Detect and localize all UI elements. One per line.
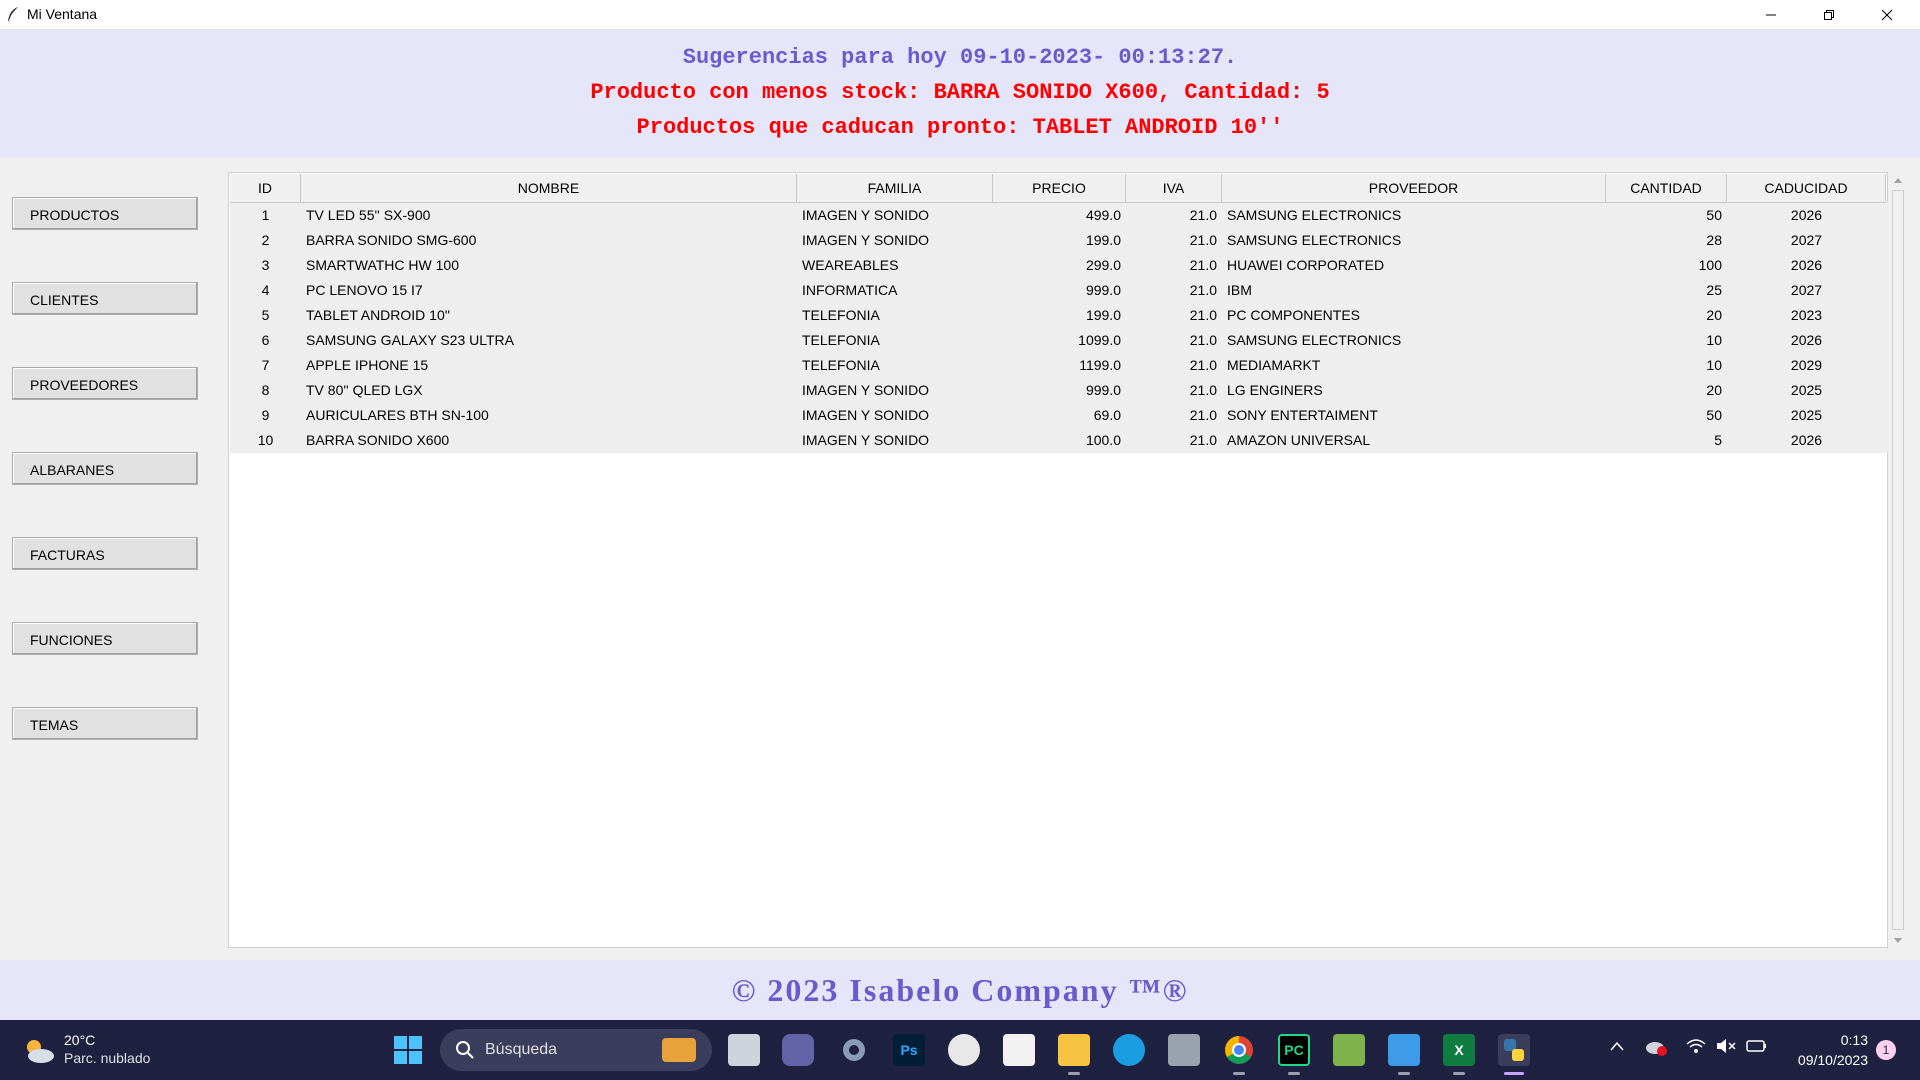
cell-proveedor: LG ENGINERS (1227, 382, 1323, 398)
feather-icon (6, 6, 20, 22)
edge-browser-icon[interactable] (1113, 1034, 1145, 1066)
battery-charging-icon (1746, 1038, 1768, 1054)
cell-precio: 999.0 (1085, 382, 1121, 398)
cell-nombre: APPLE IPHONE 15 (306, 357, 429, 373)
footer (0, 960, 1920, 1020)
close-button[interactable] (1858, 0, 1916, 29)
database-icon[interactable] (1168, 1034, 1200, 1066)
cell-id: 4 (261, 282, 270, 298)
suggestions-header (0, 30, 1920, 158)
cell-caducidad: 2027 (1790, 282, 1823, 298)
cell-caducidad: 2025 (1790, 382, 1823, 398)
taskbar-search[interactable] (440, 1029, 712, 1071)
clientes-button[interactable]: CLIENTES (12, 282, 198, 315)
minimize-button[interactable] (1742, 0, 1800, 29)
column-header-id[interactable]: ID (230, 174, 301, 203)
cell-iva: 21.0 (1189, 332, 1217, 348)
cell-iva: 21.0 (1189, 307, 1217, 323)
settings-gear-icon[interactable] (838, 1034, 870, 1066)
windows-logo-icon (394, 1036, 422, 1064)
search-highlight-icon (662, 1038, 696, 1062)
low-stock-line: Producto con menos stock: BARRA SONIDO X600, Cantidad: 5 (590, 80, 1330, 105)
taskbar (0, 1020, 1920, 1080)
cell-proveedor: SAMSUNG ELECTRONICS (1227, 207, 1402, 223)
cell-nombre: BARRA SONIDO X600 (306, 432, 450, 448)
cell-cantidad: 28 (1706, 232, 1722, 248)
cell-precio: 1199.0 (1079, 357, 1121, 373)
python-active-indicator (1504, 1072, 1524, 1075)
chrome-icon[interactable] (1223, 1034, 1255, 1066)
cell-iva: 21.0 (1189, 432, 1217, 448)
cloud-error-icon (1645, 1038, 1667, 1056)
minimize-icon (1765, 9, 1777, 21)
image-editor-icon[interactable] (1333, 1034, 1365, 1066)
cell-proveedor: MEDIAMARKT (1227, 357, 1321, 373)
search-icon (456, 1041, 474, 1059)
onedrive-error-icon[interactable] (1645, 1038, 1667, 1059)
table-row[interactable] (230, 278, 1888, 303)
cell-cantidad: 25 (1706, 282, 1722, 298)
cell-iva: 21.0 (1189, 357, 1217, 373)
cell-nombre: TV LED 55'' SX-900 (306, 207, 431, 223)
temas-button[interactable]: TEMAS (12, 707, 198, 740)
cell-iva: 21.0 (1189, 207, 1217, 223)
cell-precio: 999.0 (1085, 282, 1121, 298)
close-icon (1881, 9, 1893, 21)
column-header-caducidad[interactable]: CADUCIDAD (1727, 174, 1886, 203)
table-row[interactable] (230, 203, 1888, 228)
cell-precio: 199.0 (1085, 307, 1121, 323)
python-logo-icon (1501, 1037, 1527, 1063)
wifi-signal-icon (1686, 1038, 1706, 1054)
column-header-precio[interactable]: PRECIO (993, 174, 1126, 203)
notification-badge[interactable]: 1 (1876, 1040, 1896, 1060)
chrome-running-indicator (1233, 1072, 1245, 1075)
cell-familia: WEAREABLES (802, 257, 899, 273)
cell-nombre: AURICULARES BTH SN-100 (306, 407, 489, 423)
cell-familia: TELEFONIA (802, 357, 880, 373)
column-header-cantidad[interactable]: CANTIDAD (1606, 174, 1727, 203)
weather-widget[interactable] (22, 1032, 202, 1072)
cell-familia: TELEFONIA (802, 332, 880, 348)
chevron-down-icon (1894, 938, 1902, 943)
cell-cantidad: 10 (1706, 357, 1722, 373)
cell-precio: 1099.0 (1078, 332, 1121, 348)
table-row[interactable] (230, 253, 1888, 278)
restore-button[interactable] (1800, 0, 1858, 29)
scroll-thumb[interactable] (1892, 190, 1904, 930)
table-row[interactable] (230, 353, 1888, 378)
search-placeholder: Búsqueda (485, 1041, 558, 1058)
cell-caducidad: 2025 (1790, 407, 1823, 423)
cell-caducidad: 2027 (1790, 232, 1823, 248)
table-row[interactable] (230, 228, 1888, 253)
task-view-icon[interactable] (728, 1034, 760, 1066)
chevron-up-tray-icon[interactable] (1610, 1038, 1624, 1054)
cell-precio: 299.0 (1085, 257, 1121, 273)
cell-id: 10 (257, 432, 274, 448)
cell-cantidad: 50 (1706, 207, 1722, 223)
facturas-button[interactable]: FACTURAS (12, 537, 198, 570)
expiring-soon-line: Productos que caducan pronto: TABLET ANDROID 10'' (636, 115, 1284, 140)
file-explorer-icon[interactable] (1058, 1034, 1090, 1066)
copyright-text: © 2023 Isabelo Company ™® (731, 972, 1189, 1008)
scroll-down-arrow[interactable] (1890, 932, 1906, 948)
cell-caducidad: 2026 (1790, 207, 1823, 223)
pycharm-icon[interactable]: PC (1278, 1034, 1310, 1066)
funciones-button[interactable]: FUNCIONES (12, 622, 198, 655)
weather-description: Parc. nublado (64, 1050, 151, 1066)
window-title: Mi Ventana (27, 6, 98, 22)
cell-cantidad: 100 (1698, 257, 1722, 273)
table-row[interactable] (230, 403, 1888, 428)
snipping-tool-icon[interactable] (1003, 1034, 1035, 1066)
taskbar-clock[interactable] (1798, 1030, 1868, 1070)
cell-cantidad: 20 (1706, 382, 1722, 398)
cell-id: 5 (261, 307, 270, 323)
volume-muted-icon[interactable] (1716, 1038, 1736, 1057)
pycharm-running-indicator (1288, 1072, 1300, 1075)
cell-familia: IMAGEN Y SONIDO (802, 207, 930, 223)
cell-id: 9 (261, 407, 270, 423)
cell-precio: 100.0 (1085, 432, 1121, 448)
cell-proveedor: IBM (1227, 282, 1252, 298)
gear-icon (840, 1036, 868, 1064)
cell-cantidad: 10 (1706, 332, 1722, 348)
cell-cantidad: 5 (1714, 432, 1722, 448)
cell-nombre: TABLET ANDROID 10'' (306, 307, 451, 323)
cell-caducidad: 2026 (1790, 432, 1823, 448)
cell-iva: 21.0 (1189, 282, 1217, 298)
cell-id: 7 (261, 357, 270, 373)
cell-id: 1 (261, 207, 270, 223)
cell-caducidad: 2029 (1790, 357, 1823, 373)
column-header-iva[interactable]: IVA (1126, 174, 1222, 203)
cell-familia: INFORMATICA (802, 282, 898, 298)
cell-cantidad: 50 (1706, 407, 1722, 423)
table-scrollbar[interactable] (1890, 172, 1906, 948)
speaker-muted-icon (1716, 1038, 1736, 1054)
chevron-up-icon (1894, 178, 1902, 183)
cell-proveedor: SAMSUNG ELECTRONICS (1227, 332, 1402, 348)
explorer-running-indicator (1068, 1072, 1080, 1075)
column-header-nombre[interactable]: NOMBRE (301, 174, 797, 203)
cell-familia: TELEFONIA (802, 307, 880, 323)
python-app-icon[interactable] (1498, 1034, 1530, 1066)
proveedores-button[interactable]: PROVEEDORES (12, 367, 198, 400)
cell-iva: 21.0 (1189, 232, 1217, 248)
table-row[interactable] (230, 428, 1888, 453)
notepad-icon[interactable] (1388, 1034, 1420, 1066)
cell-familia: IMAGEN Y SONIDO (802, 407, 930, 423)
photoshop-icon[interactable]: Ps (893, 1034, 925, 1066)
cell-nombre: SAMSUNG GALAXY S23 ULTRA (306, 332, 514, 348)
start-button[interactable] (392, 1034, 424, 1066)
cell-id: 8 (261, 382, 270, 398)
chat-app-icon[interactable] (782, 1034, 814, 1066)
column-header-familia[interactable]: FAMILIA (797, 174, 993, 203)
cell-iva: 21.0 (1189, 382, 1217, 398)
table-row[interactable] (230, 303, 1888, 328)
productos-button[interactable]: PRODUCTOS (12, 197, 198, 230)
cell-nombre: TV 80'' QLED LGX (306, 382, 423, 398)
cell-proveedor: SONY ENTERTAIMENT (1227, 407, 1378, 423)
cell-caducidad: 2026 (1790, 257, 1823, 273)
cell-familia: IMAGEN Y SONIDO (802, 432, 930, 448)
restore-icon (1823, 9, 1835, 21)
scroll-up-arrow[interactable] (1890, 172, 1906, 188)
table-row[interactable] (230, 378, 1888, 403)
cell-nombre: SMARTWATHC HW 100 (306, 257, 459, 273)
products-table[interactable] (228, 172, 1888, 948)
cell-precio: 199.0 (1085, 232, 1121, 248)
cell-familia: IMAGEN Y SONIDO (802, 382, 930, 398)
title-bar (0, 0, 1920, 30)
clock-date: 09/10/2023 (1797, 1052, 1868, 1068)
cell-proveedor: HUAWEI CORPORATED (1227, 257, 1385, 273)
cell-proveedor: PC COMPONENTES (1227, 307, 1361, 323)
cell-id: 2 (261, 232, 270, 248)
cell-cantidad: 20 (1706, 307, 1722, 323)
cell-nombre: PC LENOVO 15 I7 (306, 282, 423, 298)
chrome-logo-icon (1224, 1035, 1254, 1065)
cell-id: 6 (261, 332, 270, 348)
cell-proveedor: AMAZON UNIVERSAL (1227, 432, 1371, 448)
weather-cloud-sun-icon (22, 1036, 56, 1066)
cell-id: 3 (261, 257, 270, 273)
table-row[interactable] (230, 328, 1888, 353)
cell-iva: 21.0 (1189, 407, 1217, 423)
weather-temperature: 20°C (64, 1032, 96, 1048)
suggestions-date-line: Sugerencias para hoy 09-10-2023- 00:13:27. (682, 45, 1238, 70)
cell-familia: IMAGEN Y SONIDO (802, 232, 930, 248)
cell-precio: 499.0 (1085, 207, 1121, 223)
chevron-up-icon (1610, 1041, 1624, 1051)
column-header-proveedor[interactable]: PROVEEDOR (1222, 174, 1606, 203)
wifi-icon[interactable] (1686, 1038, 1706, 1057)
cell-proveedor: SAMSUNG ELECTRONICS (1227, 232, 1402, 248)
cell-precio: 69.0 (1093, 407, 1121, 423)
cell-caducidad: 2026 (1790, 332, 1823, 348)
cell-caducidad: 2023 (1790, 307, 1823, 323)
cell-nombre: BARRA SONIDO SMG-600 (306, 232, 477, 248)
battery-icon[interactable] (1746, 1038, 1768, 1057)
excel-icon[interactable]: X (1443, 1034, 1475, 1066)
inkscape-icon[interactable] (948, 1034, 980, 1066)
cell-iva: 21.0 (1189, 257, 1217, 273)
excel-running-indicator (1453, 1072, 1465, 1075)
notepad-running-indicator (1398, 1072, 1410, 1075)
albaranes-button[interactable]: ALBARANES (12, 452, 198, 485)
clock-time: 0:13 (1840, 1032, 1868, 1048)
